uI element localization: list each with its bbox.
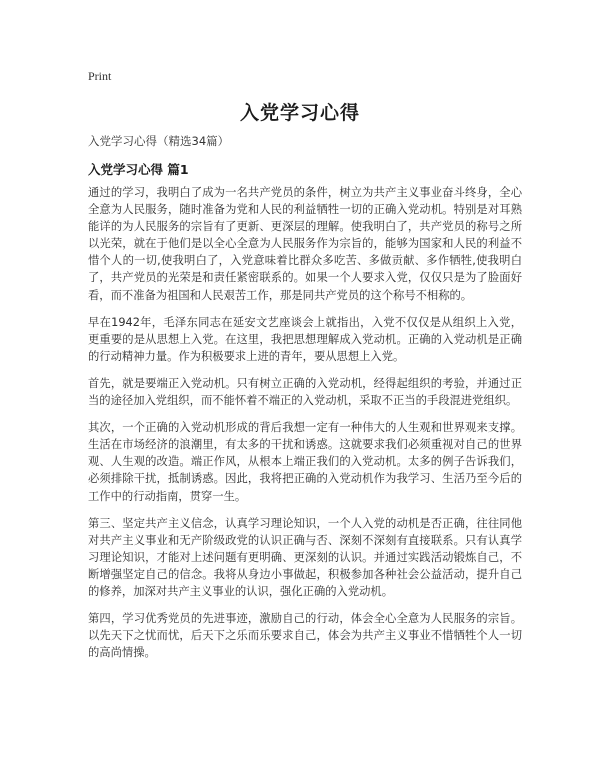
paragraph-4: 其次，一个正确的入党动机形成的背后我想一定有一种伟大的人生观和世界观来支撑。生活在市场经济的浪潮里，有太多的干扰和诱惑。这就要求我们必须重视对自己的世界观、人生观的改造。端正作风，从根本上端正我们的入党动机。太多的例子告诉我们，必须排除干扰，抵制诱惑。因此，我将把正确的入党动机作为我学习、生活乃至今后的工作中的行动指南，贯穿一生。 (88, 421, 522, 503)
paragraph-1: 通过的学习，我明白了成为一名共产党员的条件，树立为共产主义事业奋斗终身，全心全意为人民服务，随时准备为党和人民的利益牺牲一切的正确入党动机。特别是对耳熟能详的为人民服务的宗旨有了更新、更深层的理解。使我明白了，共产党员的称号之所以光荣，就在于他们是以全心全意为人民服务作为宗旨的，能够为国家和人民的利益不惜个人的一切,使我明白了，入党意味着比群众多吃苦、多做贡献、多作牺牲,使我明白了，共产党员的光荣是和责任紧密联系的。如果一个人要求入党，仅仅只是为了脸面好看，而不准备为祖国和人民艰苦工作，那是同共产党员的这个称号不相称的。 (88, 186, 522, 302)
document-subtitle: 入党学习心得（精选34篇） (88, 134, 230, 148)
paragraph-5: 第三、坚定共产主义信念，认真学习理论知识，一个人入党的动机是否正确，往往同他对共产主义事业和无产阶级政党的认识正确与否、深刻不深刻有直接联系。只有认真学习理论知识，才能对上述问题有更明确、更深刻的认识。并通过实践活动锻炼自己，不断增强坚定自己的信念。我将从身边小事做起，积极参加各种社会公益活动，提升自己的修养，加深对共产主义事业的认识，强化正确的入党动机。 (88, 516, 522, 598)
print-link[interactable]: Print (88, 69, 112, 83)
page-title: 入党学习心得 (239, 102, 360, 124)
section-heading: 入党学习心得 篇1 (88, 162, 189, 177)
paragraph-2: 早在1942年，毛泽东同志在延安文艺座谈会上就指出，入党不仅仅是从组织上入党，更重要的是从思想上入党。在这里，我把思想理解成入党动机。正确的入党动机是正确的行动精神力量。作为积极要求上进的青年，要从思想上入党。 (88, 315, 522, 363)
paragraph-6: 第四，学习优秀党员的先进事迹，激励自己的行动，体会全心全意为人民服务的宗旨。以先天下之忧而忧，后天下之乐而乐要求自己，体会为共产主义事业不惜牺牲个人一切的高尚情操。 (88, 612, 522, 660)
article-body (88, 184, 522, 671)
paragraph-3: 首先，就是要端正入党动机。只有树立正确的入党动机，经得起组织的考验，并通过正当的途径加入党组织，而不能怀着不端正的入党动机，采取不正当的手段混进党组织。 (88, 376, 522, 408)
